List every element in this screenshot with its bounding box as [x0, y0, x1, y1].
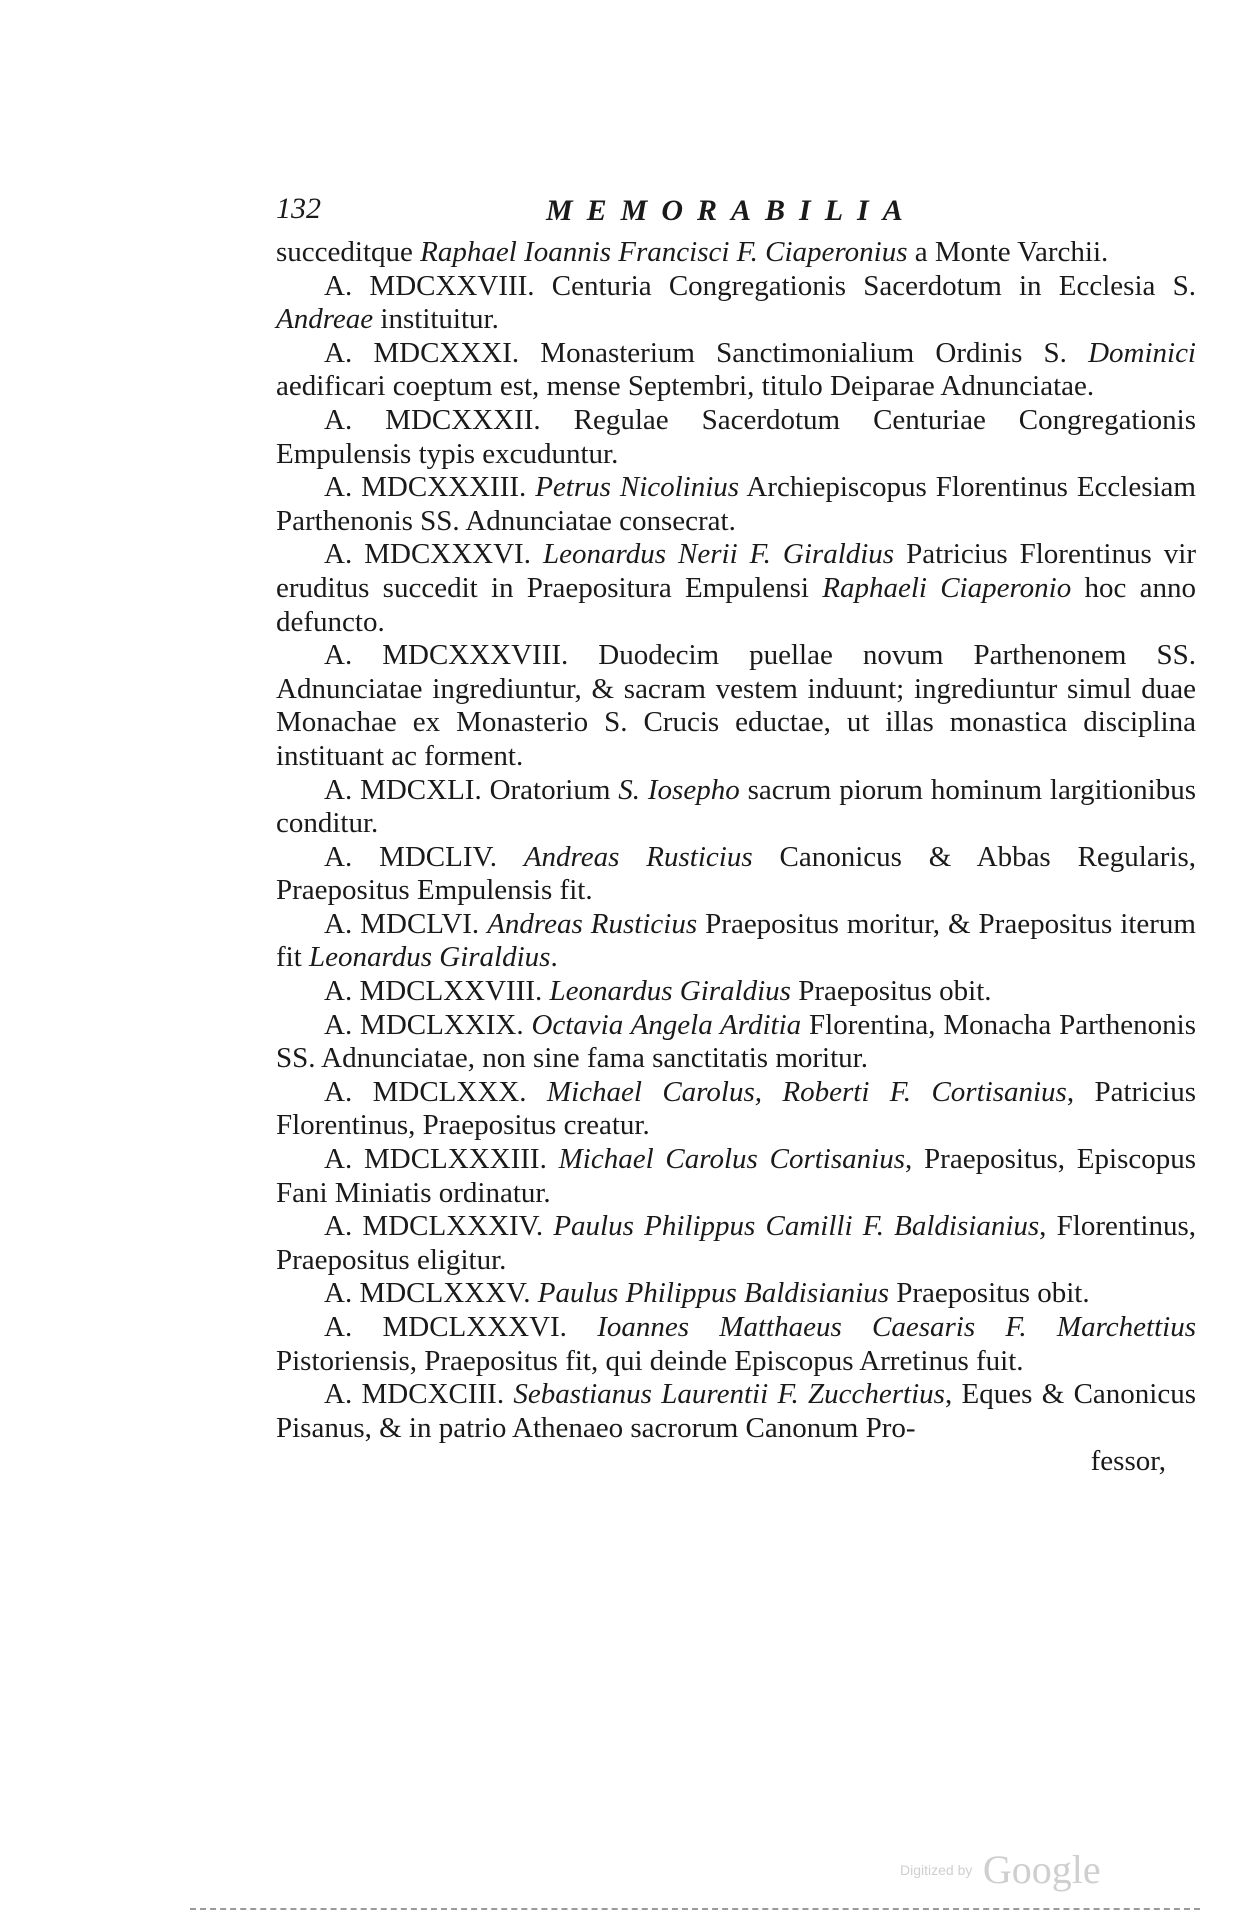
entry-text: A. MDCLIV.: [324, 840, 524, 873]
italic-name: Andreas Rusticius: [523, 840, 753, 873]
entry-text: Pistoriensis, Praepositus fit, qui deinde Episcopus Arretinus fuit.: [276, 1344, 1024, 1377]
chronicle-entry: [276, 471, 1196, 538]
entry-text: A. MDCLXXIX.: [324, 1008, 532, 1041]
entry-text: A. MDCLXXVIII.: [324, 975, 550, 1008]
chronicle-entry: [276, 1076, 1196, 1143]
entry-text: A. MDCXCIII.: [324, 1378, 514, 1411]
entry-text: , Patricius Florentinus, Praepositus creatur.: [276, 1075, 1196, 1142]
chronicle-entry: [276, 270, 1196, 337]
chronicle-entry: [276, 1277, 1196, 1311]
chronicle-entry: [276, 1143, 1196, 1210]
italic-name: Leonardus Nerii F. Giraldius: [543, 538, 895, 571]
entry-text: , Eques & Canonicus Pisanus, & in patrio Athenaeo sacrorum Canonum Pro-: [276, 1378, 1197, 1444]
entry-text: A. MDCXXXVI.: [324, 538, 543, 571]
google-watermark: [900, 1846, 1101, 1893]
chronicle-entry: [276, 1311, 1196, 1378]
entry-text: sacrum piorum hominum largitionibus conditur.: [276, 773, 1196, 840]
italic-name: Paulus Philippus Baldisianius: [537, 1277, 890, 1310]
chronicle-entry: [276, 337, 1196, 404]
entry-text: Patricius Florentinus vir eruditus succedit in Praepositura Empulensi: [276, 538, 1196, 604]
running-head: MEMORABILIA: [546, 194, 917, 227]
entry-text: succeditque: [276, 236, 421, 268]
entry-text: Praepositus obit.: [790, 975, 992, 1008]
entry-text: a Monte Varchii.: [907, 236, 1109, 268]
bottom-rule: [190, 1908, 1200, 1910]
entry-text: .: [550, 941, 558, 974]
entry-text: A. MDCXXXIII.: [324, 471, 536, 504]
entry-text: Praepositus obit.: [889, 1277, 1090, 1310]
italic-name: Octavia Angela Arditia: [531, 1008, 802, 1041]
entry-text: A. MDCXLI. Oratorium: [324, 773, 619, 806]
italic-name: Michael Carolus Cortisanius: [558, 1143, 905, 1176]
page-number: 132: [276, 192, 321, 225]
chronicle-entry: [276, 236, 1196, 270]
page-header: [276, 192, 1196, 236]
entry-text: , Florentinus, Praepositus eligitur.: [276, 1210, 1196, 1276]
entry-text: instituitur.: [373, 303, 499, 336]
italic-name: Andreas Rusticius: [487, 907, 698, 940]
chronicle-entry: [276, 639, 1196, 773]
chronicle-entry: [276, 908, 1196, 975]
italic-name: Ioannes Matthaeus Caesaris F. Marchettius: [597, 1311, 1196, 1343]
chronicle-entry: [276, 538, 1196, 639]
italic-name: Leonardus Giraldius: [309, 941, 551, 974]
chronicle-entry: [276, 774, 1196, 841]
entry-text: A. MDCLXXX.: [324, 1075, 547, 1108]
entry-text: Praepositus moritur, & Praepositus iterum fit: [276, 907, 1196, 974]
entry-text: Archiepiscopus Florentinus Ecclesiam Parthenonis SS. Adnunciatae consecrat.: [276, 471, 1196, 537]
entry-text: A. MDCXXXII. Regulae Sacerdotum Centuriae Congregationis Empulensis typis excuduntur.: [276, 403, 1196, 470]
entry-text: hoc anno defuncto.: [276, 571, 1196, 638]
italic-name: Petrus Nicolinius: [535, 471, 740, 504]
chronicle-entry: [276, 1009, 1196, 1076]
italic-name: Paulus Philippus Camilli F. Baldisianius: [553, 1210, 1040, 1243]
entry-text: A. MDCXXXVIII. Duodecim puellae novum Parthenonem SS. Adnunciatae ingrediuntur, & sacram vestem induunt; ingrediuntur simul duae Monachae ex Monasterio S. Crucis eductae, ut illas monastica disciplina instituant ac forment.: [276, 639, 1196, 772]
chronicle-entry: [276, 404, 1196, 471]
entry-text: aedificari coeptum est, mense Septembri, titulo Deiparae Adnunciatae.: [276, 370, 1095, 403]
italic-name: Michael Carolus, Roberti F. Cortisanius: [546, 1075, 1067, 1108]
body-text: [276, 236, 1196, 1479]
entry-text: Florentina, Monacha Parthenonis SS. Adnunciatae, non sine fama sanctitatis moritur.: [276, 1008, 1197, 1075]
entry-text: A. MDCLXXXV.: [324, 1277, 538, 1310]
italic-name: Leonardus Giraldius: [549, 975, 791, 1008]
chronicle-entry: [276, 841, 1196, 908]
entry-text: A. MDCLXXXIII.: [324, 1143, 559, 1176]
italic-name: Raphaeli Ciaperonio: [822, 571, 1072, 604]
chronicle-entry: [276, 975, 1196, 1009]
entry-text: A. MDCLXXXVI.: [324, 1311, 598, 1343]
entry-text: , Praepositus, Episcopus Fani Miniatis ordinatur.: [276, 1143, 1197, 1209]
italic-name: Raphael Ioannis Francisci F. Ciaperonius: [420, 236, 908, 268]
entry-text: A. MDCLVI.: [324, 907, 488, 940]
entry-text: A. MDCLXXXIV.: [324, 1210, 554, 1243]
chronicle-entry: [276, 1378, 1196, 1445]
chronicle-entry: [276, 1210, 1196, 1277]
watermark-prefix: Digitized by: [900, 1861, 973, 1878]
catchword: fessor,: [1090, 1445, 1166, 1478]
entry-text: Canonicus & Abbas Regularis, Praepositus Empulensis fit.: [276, 840, 1196, 907]
entry-text: A. MDCXXVIII. Centuria Congregationis Sacerdotum in Ecclesia S.: [324, 269, 1196, 302]
italic-name: Sebastianus Laurentii F. Zucchertius: [513, 1378, 945, 1411]
italic-name: Andreae: [276, 303, 374, 336]
italic-name: S. Iosepho: [618, 773, 740, 806]
entry-text: A. MDCXXXI. Monasterium Sanctimonialium Ordinis S.: [324, 336, 1089, 369]
italic-name: Dominici: [1088, 336, 1196, 369]
watermark-brand: Google: [982, 1847, 1101, 1892]
